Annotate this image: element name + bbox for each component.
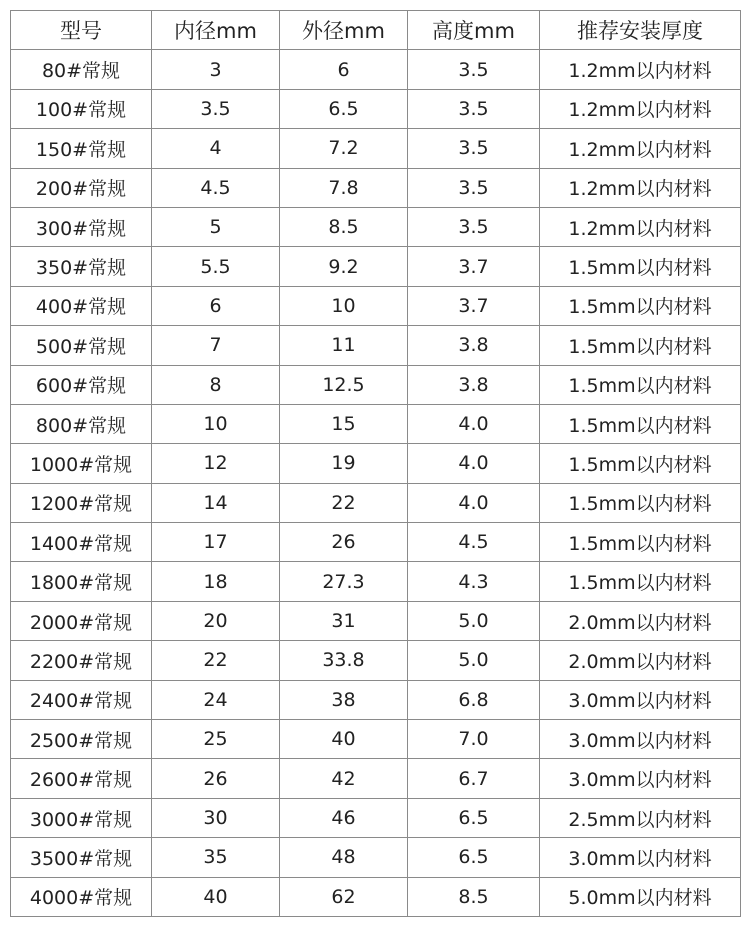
table-row: [11, 326, 741, 365]
table-row: [11, 877, 741, 916]
table-row: [11, 286, 741, 325]
cell-model: 80#常规: [11, 50, 152, 89]
cell-recommended-thickness: 1.5mm以内材料: [540, 286, 741, 325]
cell-outer-diameter: 7.8: [280, 168, 408, 207]
cell-model: 1200#常规: [11, 483, 152, 522]
cell-model: 1800#常规: [11, 562, 152, 601]
cell-model: 100#常规: [11, 89, 152, 128]
cell-outer-diameter: 62: [280, 877, 408, 916]
cell-model: 600#常规: [11, 365, 152, 404]
cell-recommended-thickness: 1.2mm以内材料: [540, 129, 741, 168]
cell-outer-diameter: 9.2: [280, 247, 408, 286]
cell-model: 3500#常规: [11, 838, 152, 877]
cell-height: 3.8: [408, 365, 540, 404]
cell-outer-diameter: 31: [280, 601, 408, 640]
cell-inner-diameter: 5: [152, 207, 280, 246]
header-inner-diameter: 内径mm: [152, 11, 280, 50]
cell-outer-diameter: 38: [280, 680, 408, 719]
cell-model: 2200#常规: [11, 641, 152, 680]
cell-recommended-thickness: 1.5mm以内材料: [540, 326, 741, 365]
cell-outer-diameter: 7.2: [280, 129, 408, 168]
cell-recommended-thickness: 2.0mm以内材料: [540, 641, 741, 680]
header-outer-diameter: 外径mm: [280, 11, 408, 50]
table-row: [11, 365, 741, 404]
cell-model: 800#常规: [11, 404, 152, 443]
cell-model: 2500#常规: [11, 720, 152, 759]
table-row: [11, 798, 741, 837]
cell-inner-diameter: 20: [152, 601, 280, 640]
table-row: [11, 168, 741, 207]
cell-outer-diameter: 33.8: [280, 641, 408, 680]
cell-inner-diameter: 24: [152, 680, 280, 719]
table-row: [11, 759, 741, 798]
cell-height: 6.7: [408, 759, 540, 798]
cell-outer-diameter: 19: [280, 444, 408, 483]
header-recommended-thickness: 推荐安装厚度: [540, 11, 741, 50]
table-row: [11, 89, 741, 128]
cell-outer-diameter: 12.5: [280, 365, 408, 404]
cell-inner-diameter: 30: [152, 798, 280, 837]
table-row: [11, 404, 741, 443]
table-row: [11, 207, 741, 246]
cell-model: 500#常规: [11, 326, 152, 365]
table-row: [11, 444, 741, 483]
cell-outer-diameter: 42: [280, 759, 408, 798]
cell-inner-diameter: 7: [152, 326, 280, 365]
cell-height: 3.5: [408, 207, 540, 246]
cell-outer-diameter: 6: [280, 50, 408, 89]
cell-recommended-thickness: 1.5mm以内材料: [540, 562, 741, 601]
table-row: [11, 601, 741, 640]
cell-model: 150#常规: [11, 129, 152, 168]
cell-height: 5.0: [408, 641, 540, 680]
cell-model: 2600#常规: [11, 759, 152, 798]
cell-recommended-thickness: 2.5mm以内材料: [540, 798, 741, 837]
cell-inner-diameter: 5.5: [152, 247, 280, 286]
cell-height: 7.0: [408, 720, 540, 759]
cell-inner-diameter: 25: [152, 720, 280, 759]
cell-height: 3.8: [408, 326, 540, 365]
cell-recommended-thickness: 3.0mm以内材料: [540, 720, 741, 759]
cell-recommended-thickness: 3.0mm以内材料: [540, 838, 741, 877]
cell-height: 3.7: [408, 247, 540, 286]
cell-recommended-thickness: 1.5mm以内材料: [540, 523, 741, 562]
cell-model: 1400#常规: [11, 523, 152, 562]
cell-inner-diameter: 14: [152, 483, 280, 522]
cell-recommended-thickness: 1.5mm以内材料: [540, 483, 741, 522]
cell-height: 4.0: [408, 404, 540, 443]
cell-inner-diameter: 4.5: [152, 168, 280, 207]
cell-height: 3.5: [408, 50, 540, 89]
cell-outer-diameter: 15: [280, 404, 408, 443]
cell-recommended-thickness: 1.5mm以内材料: [540, 247, 741, 286]
table-row: [11, 641, 741, 680]
cell-recommended-thickness: 1.5mm以内材料: [540, 404, 741, 443]
cell-height: 3.5: [408, 89, 540, 128]
cell-inner-diameter: 40: [152, 877, 280, 916]
spec-table: [10, 10, 741, 917]
cell-height: 3.5: [408, 168, 540, 207]
cell-model: 3000#常规: [11, 798, 152, 837]
cell-outer-diameter: 8.5: [280, 207, 408, 246]
cell-recommended-thickness: 5.0mm以内材料: [540, 877, 741, 916]
cell-model: 2400#常规: [11, 680, 152, 719]
table-row: [11, 129, 741, 168]
cell-recommended-thickness: 1.5mm以内材料: [540, 365, 741, 404]
cell-height: 4.0: [408, 444, 540, 483]
cell-outer-diameter: 11: [280, 326, 408, 365]
cell-inner-diameter: 35: [152, 838, 280, 877]
cell-inner-diameter: 3: [152, 50, 280, 89]
cell-outer-diameter: 22: [280, 483, 408, 522]
table-row: [11, 720, 741, 759]
cell-inner-diameter: 10: [152, 404, 280, 443]
table-row: [11, 483, 741, 522]
cell-outer-diameter: 48: [280, 838, 408, 877]
cell-recommended-thickness: 2.0mm以内材料: [540, 601, 741, 640]
cell-model: 4000#常规: [11, 877, 152, 916]
cell-outer-diameter: 46: [280, 798, 408, 837]
cell-recommended-thickness: 3.0mm以内材料: [540, 759, 741, 798]
cell-recommended-thickness: 1.2mm以内材料: [540, 50, 741, 89]
cell-model: 400#常规: [11, 286, 152, 325]
header-height: 高度mm: [408, 11, 540, 50]
cell-outer-diameter: 6.5: [280, 89, 408, 128]
cell-recommended-thickness: 1.2mm以内材料: [540, 89, 741, 128]
table-header-row: [11, 11, 741, 50]
cell-inner-diameter: 6: [152, 286, 280, 325]
table-row: [11, 562, 741, 601]
cell-height: 3.5: [408, 129, 540, 168]
cell-model: 300#常规: [11, 207, 152, 246]
cell-height: 3.7: [408, 286, 540, 325]
cell-inner-diameter: 26: [152, 759, 280, 798]
cell-model: 350#常规: [11, 247, 152, 286]
cell-outer-diameter: 27.3: [280, 562, 408, 601]
cell-recommended-thickness: 3.0mm以内材料: [540, 680, 741, 719]
cell-recommended-thickness: 1.5mm以内材料: [540, 444, 741, 483]
table-row: [11, 50, 741, 89]
cell-model: 1000#常规: [11, 444, 152, 483]
cell-inner-diameter: 22: [152, 641, 280, 680]
cell-height: 8.5: [408, 877, 540, 916]
table-body: [11, 50, 741, 917]
table-row: [11, 523, 741, 562]
header-model: 型号: [11, 11, 152, 50]
cell-height: 5.0: [408, 601, 540, 640]
cell-model: 200#常规: [11, 168, 152, 207]
cell-inner-diameter: 18: [152, 562, 280, 601]
cell-inner-diameter: 4: [152, 129, 280, 168]
cell-height: 6.5: [408, 838, 540, 877]
table-row: [11, 838, 741, 877]
cell-outer-diameter: 40: [280, 720, 408, 759]
cell-height: 6.5: [408, 798, 540, 837]
cell-height: 6.8: [408, 680, 540, 719]
cell-inner-diameter: 17: [152, 523, 280, 562]
cell-outer-diameter: 10: [280, 286, 408, 325]
cell-recommended-thickness: 1.2mm以内材料: [540, 207, 741, 246]
cell-inner-diameter: 8: [152, 365, 280, 404]
cell-inner-diameter: 12: [152, 444, 280, 483]
table-row: [11, 247, 741, 286]
cell-model: 2000#常规: [11, 601, 152, 640]
cell-outer-diameter: 26: [280, 523, 408, 562]
cell-inner-diameter: 3.5: [152, 89, 280, 128]
cell-recommended-thickness: 1.2mm以内材料: [540, 168, 741, 207]
cell-height: 4.5: [408, 523, 540, 562]
table-row: [11, 680, 741, 719]
cell-height: 4.0: [408, 483, 540, 522]
cell-height: 4.3: [408, 562, 540, 601]
